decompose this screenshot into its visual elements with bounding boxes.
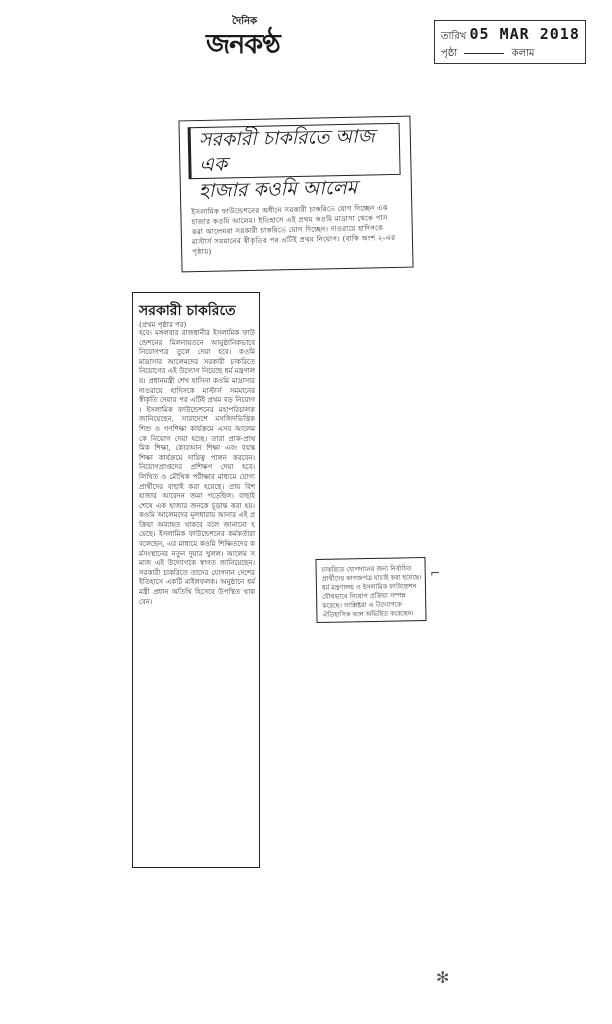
stamp-date-label: তারিখ <box>441 31 467 42</box>
date-stamp <box>434 20 586 64</box>
side-clipping <box>315 557 426 623</box>
stamp-arrow-icon <box>464 53 504 54</box>
stamp-column-label: কলাম <box>511 48 535 59</box>
headline-line-2: হাজার কওমি আলেম <box>198 176 358 203</box>
stamp-page-row <box>441 46 534 63</box>
headline-clipping <box>178 116 413 273</box>
headline-line-1: সরকারী চাকরিতে আজ এক <box>188 123 401 179</box>
article-body: হবে। মঙ্গলবার রাজধানীর ইসলামিক ফাউন্ডেশনের মিলনায়তনে আনুষ্ঠানিকভাবে নিয়োগপত্র তুলে দেয়া হবে। কওমি মাদ্রাসার আলেমদের সরকারী চাকরিতে নিয়োগের এই উদ্যোগ নিয়েছে ধর্ম মন্ত্রণালয়। প্রধানমন্ত্রী শেখ হাসিনা কওমি মাদ্রাসার দাওরায়ে হাদিসকে মাস্টার্স সমমানের স্বীকৃতি দেয়ার পর এটিই প্রথম বড় নিয়োগ। ইসলামিক ফাউন্ডেশনের মহাপরিচালক জানিয়েছেন, সারাদেশে মসজিদভিত্তিক শিশু ও গণশিক্ষা কার্যক্রমে এসব আলেমকে নিয়োগ দেয়া হচ্ছে। তারা প্রাক-প্রাথমিক শিক্ষা, কোরআন শিক্ষা এবং বয়স্ক শিক্ষা কার্যক্রমে দায়িত্ব পালন করবেন। নিয়োগপ্রাপ্তদের প্রশিক্ষণ দেয়া হবে। লিখিত ও মৌখিক পরীক্ষার মাধ্যমে যোগ্য প্রার্থীদের বাছাই করা হয়েছে। প্রায় বিশ হাজার আবেদন জমা পড়েছিল। বাছাই শেষে এক হাজার জনকে চূড়ান্ত করা হয়। কওমি আলেমদের মূলধারায় আনার এই প্রক্রিয়া অব্যাহত থাকবে বলে জানানো হয়েছে। ইসলামিক ফাউন্ডেশনের কর্মকর্তারা বলেছেন, এর মাধ্যমে কওমি শিক্ষিতদের কর্মসংস্থানের নতুন দুয়ার খুলল। আলেম সমাজ এই উদ্যোগকে স্বাগত জানিয়েছেন। সরকারী চাকরিতে তাদের যোগদান দেশের ইতিহাসে একটি মাইলফলক। অনুষ্ঠানে ধর্মমন্ত্রী প্রধান অতিথি হিসেবে উপস্থিত থাকবেন। <box>139 329 255 606</box>
article-clipping <box>132 292 260 868</box>
stamp-page-label: পৃষ্ঠা <box>441 48 458 59</box>
masthead-small-label: দৈনিক <box>232 16 258 27</box>
stamp-date-row <box>441 25 580 46</box>
scribble-mark-icon: ✻ <box>436 968 450 987</box>
article-continuation-note: (প্রথম পৃষ্ঠার পর) <box>139 321 187 329</box>
headline-clipping-body: ইসলামিক ফাউন্ডেশনের অধীনে সরকারী চাকরিতে যোগ দিচ্ছেন এক হাজার কওমি আলেম। ইতিহাসে এই প্রথম কওমি মাদ্রাসা থেকে পাস করা আলেমরা সরকারী চাকরিতে যোগ দিচ্ছেন। দাওরায়ে হাদিসকে মাস্টার্স সমমানের স্বীকৃতির পর এটিই প্রথম নিয়োগ। (বাকি অংশ ২-এর পৃষ্ঠায়) <box>191 204 396 257</box>
pen-mark-icon: ⌐ <box>430 566 441 580</box>
side-clipping-body: চাকরিতে যোগদানের জন্য নির্বাচিত প্রার্থীদের কাগজপত্র যাচাই করা হয়েছে। ধর্ম মন্ত্রণালয় ও ইসলামিক ফাউন্ডেশন যৌথভাবে নিয়োগ প্রক্রিয়া সম্পন্ন করেছে। সংশ্লিষ্টরা এ উদ্যোগকে ঐতিহাসিক বলে অভিহিত করেছেন। <box>321 564 422 619</box>
article-title: সরকারী চাকরিতে <box>139 303 236 319</box>
newspaper-masthead: জনকণ্ঠ <box>206 29 280 60</box>
stamp-date-value: 05 MAR 2018 <box>469 25 580 43</box>
